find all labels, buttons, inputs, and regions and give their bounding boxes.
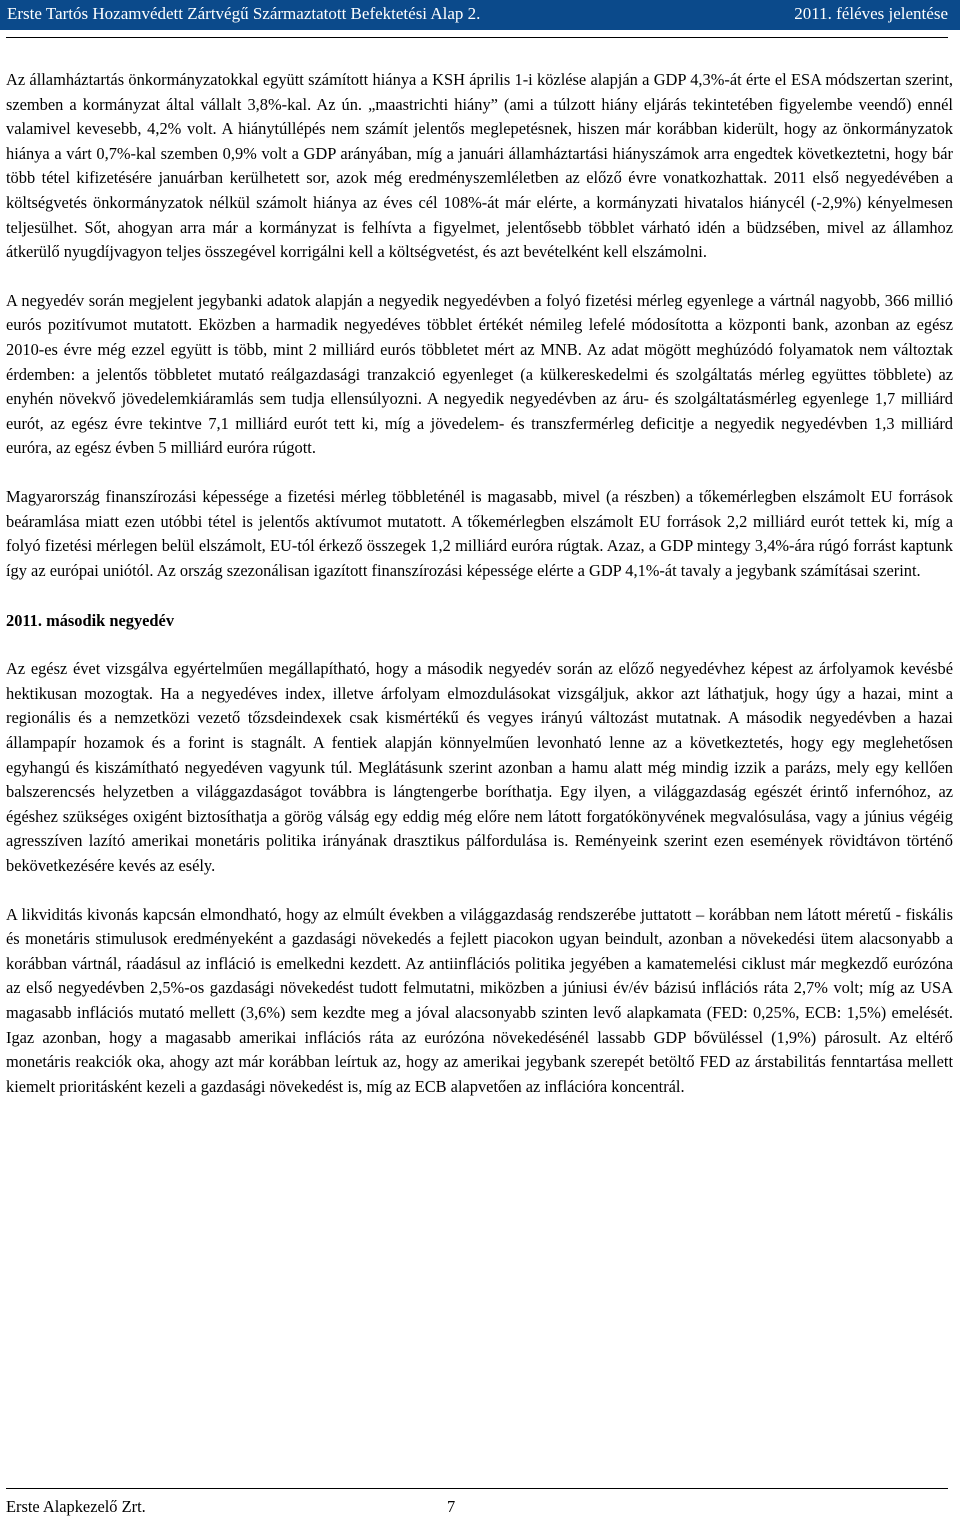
footer-company: Erste Alapkezelő Zrt. xyxy=(6,1497,146,1516)
footer-divider xyxy=(6,1488,948,1489)
paragraph-budget-deficit: Az államháztartás önkormányzatokkal együtt számított hiánya a KSH április 1-i közlése alapján a GDP 4,3%-át érte el ESA módszertan szerint, szemben a kormányzat által vállalt 3,8%-kal. Az ún. „maastrichti hiány” (ami a túlzott hiány eljárás tekintetében figyelembe veendő) ennél valamivel kevesebb, 4,2% volt. A hiánytúllépés nem számít jelentős meglepetésnek, hiszen már korábban kiderült, hogy az önkormányzatok hiánya a várt 0,7%-kal szemben 0,9% volt a GDP arányában, míg a januári államháztartási hiányszámok arra engedtek következtetni, hogy bár több tétel kifizetésére januárban kerülhetett sor, azok még eredményszemléletben az előző évre vonatkozhattak. 2011 első negyedévében a költségvetés önkormányzatok nélkül számolt hiánya az éves cél 108%-át már elérte, a kormányzati hivatalos hiánycél (-2,9%) kényelmesen teljesülhet. Sőt, ahogyan arra már a kormányzat is felhívta a figyelmet, jelentősebb többlet várható idén a büdzsében, mivel az államhoz átkerülő nyugdíjvagyon teljes összegével korrigálni kell a költségvetést, és azt bevételként kell elszámolni. xyxy=(6,70,953,262)
header-report-title: 2011. féléves jelentése xyxy=(794,4,948,23)
section-heading: 2011. második negyedév xyxy=(6,611,175,631)
page-number: 7 xyxy=(447,1497,456,1516)
paragraph-financing-capacity: Magyarország finanszírozási képessége a fizetési mérleg többleténél is magasabb, mivel (a részben) a tőkemérlegben elszámolt EU források beáramlása miatt ezen utóbbi tétel is jelentős aktívumot mutatott. A tőkemérlegben elszámolt EU források 2,2 milliárd eurót tettek ki, míg a folyó fizetési mérlegen belül elszámolt, EU-tól érkező összegek 1,2 milliárd euróra rúgtak. Azaz, a GDP mintegy 3,4%-ára rúgó forrást kaptunk így az európai uniótól. Az ország szezonálisan igazított finanszírozási képessége elérte a GDP 4,1%-át tavaly a jegybank számításai szerint. xyxy=(6,486,953,580)
header-divider xyxy=(6,37,948,38)
document-body xyxy=(6,68,953,1099)
page-header xyxy=(0,0,960,30)
paragraph-current-account: A negyedév során megjelent jegybanki adatok alapján a negyedik negyedévben a folyó fizetési mérleg egyenlege a vártnál nagyobb, 366 millió eurós pozitívumot mutatott. Eközben a harmadik negyedéves többlet értékét némileg lefelé módosította a központi bank, azonban az egész 2010-es évre még ezzel együtt is több, mint 2 milliárd eurós többletet mért az MNB. Az adat mögött meghúzódó folyamatok nem változtak érdemben: a jelentős többletet mutató reálgazdasági tranzakció egyenleget (a külkereskedelmi és szolgáltatás mérleg együttes többlete) az enyhén növekvő jövedelemkiáramlás sem tudja ellensúlyozni. A negyedik negyedévben az áru- és szolgáltatásmérleg egyenlege 1,7 milliárd eurót, az egész évre tekintve 7,1 milliárd eurót tett ki, míg a jövedelem- és transzfermérleg deficitje a negyedik negyedévben 1,3 milliárd euróra, az egész évben 5 milliárd euróra rúgott. xyxy=(6,290,953,458)
header-fund-title: Erste Tartós Hozamvédett Zártvégű Származtatott Befektetési Alap 2. xyxy=(7,4,481,23)
paragraph-market-review: Az egész évet vizsgálva egyértelműen megállapítható, hogy a második negyedév során az előző negyedévhez képest az árfolyamok kevésbé hektikusan mozogtak. Ha a negyedéves index, illetve árfolyam elmozdulásokat vizsgáljuk, akkor azt láthatjuk, hogy úgy a hazai, mint a regionális és a nemzetközi vezető tőzsdeindexek csak kismértékű és vegyes irányú változást mutatnak. A második negyedévben a hazai állampapír hozamok és a forint is stagnált. A fentiek alapján könnyelműen levonható lenne az a következtetés, hogy egy meglehetősen egyhangú és kiszámítható negyedéven vagyunk túl. Meglátásunk szerint azonban a hamu alatt még mindig izzik a parázs, mely egy kellően balszerencsés helyzetben a világgazdaságot továbbra is lángtengerbe boríthatja. Egy ilyen, a világgazdaság egészét érintő infernóhoz, az égéshez szükséges oxigént biztosíthatja a görög válság egy eddig még előre nem látott forgatókönyvének megvalósulása, vagy a június végéig agresszíven lazító amerikai monetáris politika irányának drasztikus pálfordulása is. Reményeink szerint ezen események rövidtávon történő bekövetkezésére kevés az esély. xyxy=(6,659,953,876)
paragraph-liquidity: A likviditás kivonás kapcsán elmondható, hogy az elmúlt években a világgazdaság rendszerébe juttatott – korábban nem látott méretű - fiskális és monetáris stimulusok eredményeként a gazdasági növekedés a fejlett piacokon ugyan beindult, azonban a növekedési ütem alacsonyabb a korábban vártnál, ráadásul az infláció is emelkedni kezdett. Az antiinflációs politika jegyében a kamatemelési ciklust már megkezdő eurózóna az első negyedévben 2,5%-os gazdasági növekedést tudott felmutatni, miközben a júniusi év/év bázisú inflációs ráta 2,7% volt; míg az USA magasabb inflációs mutató mellett (3,6%) sem kezdte meg a jóval alacsonyabb szinten levő alapkamata (FED: 0,25%, ECB: 1,5%) emelését. Igaz azonban, hogy a magasabb amerikai inflációs ráta az eurózóna növekedésénél lassabb GDP bővüléssel (1,9%) párosult. Az eltérő monetáris reakciók oka, ahogy azt már korábban leírtuk az, hogy az amerikai jegybank szerepét betöltő FED az árstabilitás fenntartása mellett kiemelt prioritásként kezeli a gazdasági növekedést is, míg az ECB alapvetően az inflációra koncentrál. xyxy=(6,904,953,1096)
page-footer xyxy=(6,1497,948,1517)
